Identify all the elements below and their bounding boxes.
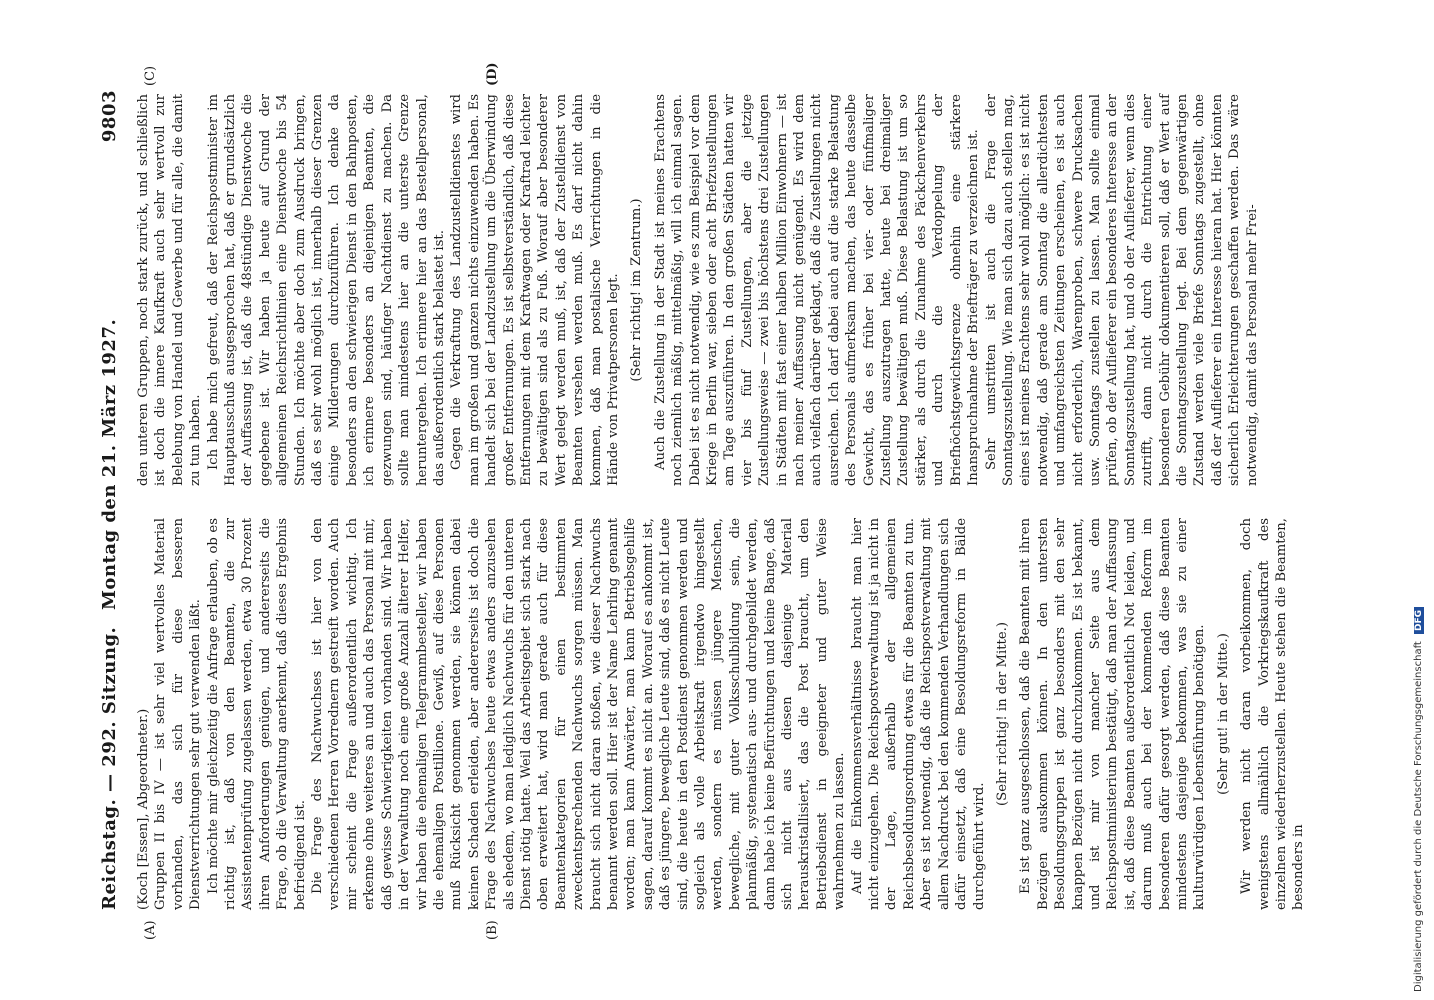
paragraph: Ich habe mich gefreut, daß der Reichspostminister im Hauptausschuß ausgesprochen hat, daß er grundsätzlich der Auffassung ist, daß die 48stündige Dienstwoche die gegebene ist. Wir haben ja heute auf Grund der allgemeinen Reichsrichtlinien eine Dienstwoche bis 54 Stunden. Ich möchte aber doch zum Ausdruck bringen, daß es sehr wohl möglich ist, innerhalb dieser Grenzen einige Milderungen durchzuführen. Ich denke da besonders an den schwierigen Dienst in den Bahnposten, ich erinnere besonders an diejenigen Beamten, die gezwungen sind, häufiger Nachtdienst zu machen. Da sollte man mindestens hier an die unterste Grenze heruntergehen. Ich erinnere hier an das Bestellpersonal, das außerordentlich stark belastet ist. [205,94,447,486]
page-content [95,62,1307,940]
margin-mark-b: (B) [485,920,500,940]
margin-mark-d: (D) [485,62,500,86]
paragraph: Auf die Einkommensverhältnisse braucht man hier nicht einzugehen. Die Reichspostverwaltung ist ja nicht in der Lage, außerhalb der allgemeinen Reichsbesoldungsordnung etwas für die Beamten zu tun. Aber es ist notwendig, daß die Reichspostverwaltung mit allem Nachdruck bei den kommenden Verhandlungen sich dafür einsetzt, daß eine Besoldungsreform in Bälde durchgeführt wird. [849,518,987,910]
paragraph: Auch die Zustellung in der Stadt ist meines Erachtens noch ziemlich mäßig, mittelmäßig, will ich einmal sagen. Dabei ist es nicht notwendig, wie es zum Beispiel vor dem Kriege in Berlin war, sieben oder acht Briefzustellungen am Tage auszuführen. In den großen Städten hatten wir vier bis fünf Zustellungen, aber die jetzige Zustellungsweise — zwei bis höchstens drei Zustellungen in Städten mit fast einer halben Million Einwohnern — ist nach meiner Auffassung nicht genügend. Es wird dem auch vielfach darüber geklagt, daß die Zustellungen nicht ausreichen. Ich darf dabei auch auf die starke Belastung des Personals aufmerksam machen, das heute dasselbe Gewicht, das es früher bei vier- oder fünfmaliger Zustellung auszutragen hatte, heute bei dreimaliger Zustellung bewältigen muß. Diese Belastung ist um so stärker, als durch die Zunahme des Päckchenverkehrs und durch die Verdoppelung der Briefhöchstgewichtsgrenze ohnehin eine stärkere Inanspruchnahme der Briefträger zu verzeichnen ist. [652,94,982,486]
credit-text: Digitalisierung gefördert durch die Deutsche Forschungsgemeinschaft [1413,641,1424,992]
speaker-line: (Koch [Essen], Abgeordneter.) [136,708,151,910]
interjection: (Sehr gut! in der Mitte.) [1215,633,1231,795]
paragraph: Wir werden nicht daran vorbeikommen, doch wenigstens allmählich die Vorkriegskaufkraft des einzelnen wiederherzustellen. Heute stehen die Beamten, besonders in [1239,518,1307,910]
interjection: (Sehr richtig! in der Mitte.) [994,622,1010,806]
margin-mark-a: (A) [143,920,158,940]
left-column [135,518,1307,910]
page-number: 9803 [99,90,120,143]
running-header [95,90,125,910]
header-session: Reichstag. — 292. Sitzung. [99,626,120,910]
right-column [135,94,1260,486]
dfg-logo: DFG [1414,607,1424,634]
paragraph: Gegen die Verkraftung des Landzustelldienstes wird man im großen und ganzen nichts einzuwenden haben. Es handelt sich bei der Landzustellung um die Überwindung großer Entfernungen. Es ist selbstverständlich, daß diese Entfernungen mit dem Kraftwagen oder Kraftrad leichter zu bewältigen sind als zu Fuß. Worauf aber besonderer Wert gelegt werden muß, ist, daß der Zustelldienst von Beamten versehen werden muß. Es darf nicht dahin kommen, daß man postalische Verrichtungen in die Hände von Privatpersonen legt. [449,94,621,486]
paragraph: den unteren Gruppen, noch stark zurück, und schließlich ist doch die innere Kaufkraft auch sehr wertvoll zur Belebung von Handel und Gewerbe und für alle, die damit zu tun haben. [136,94,204,486]
header-date: Montag den 21. März 1927. [99,318,120,610]
paragraph: Es ist ganz ausgeschlossen, daß die Beamten mit ihren Bezügen auskommen können. In den untersten Besoldungsgruppen ist ganz besonders mit den sehr knappen Bezügen nicht durchzukommen. Es ist bekannt, und ist mir von mancher Seite aus dem Reichspostministerium bestätigt, daß man der Auffassung ist, daß diese Beamten außerordentlich Not leiden, und darum muß auch bei der kommenden Reform im besonderen dafür gesorgt werden, daß diese Beamten mindestens dasjenige bekommen, was sie zu einer kulturwürdigen Lebensführung benötigen. [1018,518,1208,910]
digitization-credit [1409,8,1431,992]
margin-mark-c: (C) [143,65,158,86]
rotated-page [95,62,1307,940]
interjection: (Sehr richtig! im Zentrum.) [629,198,645,382]
paragraph: Die Frage des Nachwuchses ist hier von den verschiedenen Herren Vorrednern gestreift worden. Auch mir scheint die Frage außerordentlich wichtig. Ich erkenne ohne weiteres an und auch das Personal mit mir, daß gewisse Schwierigkeiten vorhanden sind. Wir haben in der Verwaltung noch eine große Anzahl älterer Helfer, wir haben die ehemaligen Telegrammbesteller, wir haben die ehemaligen Postillione. Gewiß, auf diese Personen muß Rücksicht genommen werden, sie können dabei keinen Schaden erleiden, aber andererseits ist doch die Frage des Nachwuchses heute etwas anders anzusehen als ehedem, wo man lediglich Nachwuchs für den unteren Dienst nötig hatte. Weil das Arbeitsgebiet sich stark nach oben erweitert hat, wird man gerade auch für diese Beamtenkategorien für einen bestimmten zweckentsprechenden Nachwuchs sorgen müssen. Man braucht sich nicht daran stoßen, wie dieser Nachwuchs benannt werden soll. Hier ist der Name Lehrling genannt worden; man kann Anwärter, man kann Betriebsgehilfe sagen, darauf kommt es nicht an. Worauf es ankommt ist, daß es jüngere, bewegliche Leute sind, daß es nicht Leute sind, die heute in den Postdienst genommen werden und sogleich als volle Arbeitskraft irgendwo hingestellt werden, sondern es müssen jüngere Menschen, bewegliche, mit guter Volksschulbildung sein, die planmäßig, systematisch aus- und durchgebildet werden, dann habe ich keine Befürchtungen und keine Bange, daß sich nicht aus diesen dasjenige Material herauskristallisiert, das die Post braucht, um den Betriebsdienst in geeigneter und guter Weise wahrnehmen zu lassen. [310,518,848,910]
paragraph: Gruppen II bis IV — ist sehr viel wertvolles Material vorhanden, das sich für diese besseren Dienstverrichtungen sehr gut verwenden läßt. [153,518,204,910]
credit-text-wrapper [1413,8,1424,992]
paragraph: Sehr umstritten ist auch die Frage der Sonntagszustellung. Wie man sich dazu auch stellen mag, eines ist meines Erachtens sehr wohl möglich: es ist nicht notwendig, daß gerade am Sonntag die allerdichtesten und umfangreichsten Zeitungen erscheinen, es ist auch nicht erforderlich, Warenproben, schwere Drucksachen usw. Sonntags zustellen zu lassen. Man sollte einmal prüfen, ob der Auflieferer ein besonderes Interesse an der Sonntagszustellung hat, und ob der Auflieferer, wenn dies zutrifft, dann nicht durch die Entrichtung einer besonderen Gebühr dokumentieren soll, daß er Wert auf die Sonntagszustellung legt. Bei dem gegenwärtigen Zustand werden viele Briefe Sonntags zugestellt, ohne daß der Auflieferer ein Interesse hieran hat. Hier könnten sicherlich Erleichterungen geschaffen werden. Das wäre notwendig, damit das Personal mehr Frei- [983,94,1260,486]
paragraph: Ich möchte mir gleichzeitig die Anfrage erlauben, ob es richtig ist, daß von den Beamten, die zur Assistentenprüfung zugelassen werden, etwa 30 Prozent ihren Anforderungen genügen, und andererseits die Frage, ob die Verwaltung anerkennt, daß dieses Ergebnis befriedigend ist. [205,518,308,910]
